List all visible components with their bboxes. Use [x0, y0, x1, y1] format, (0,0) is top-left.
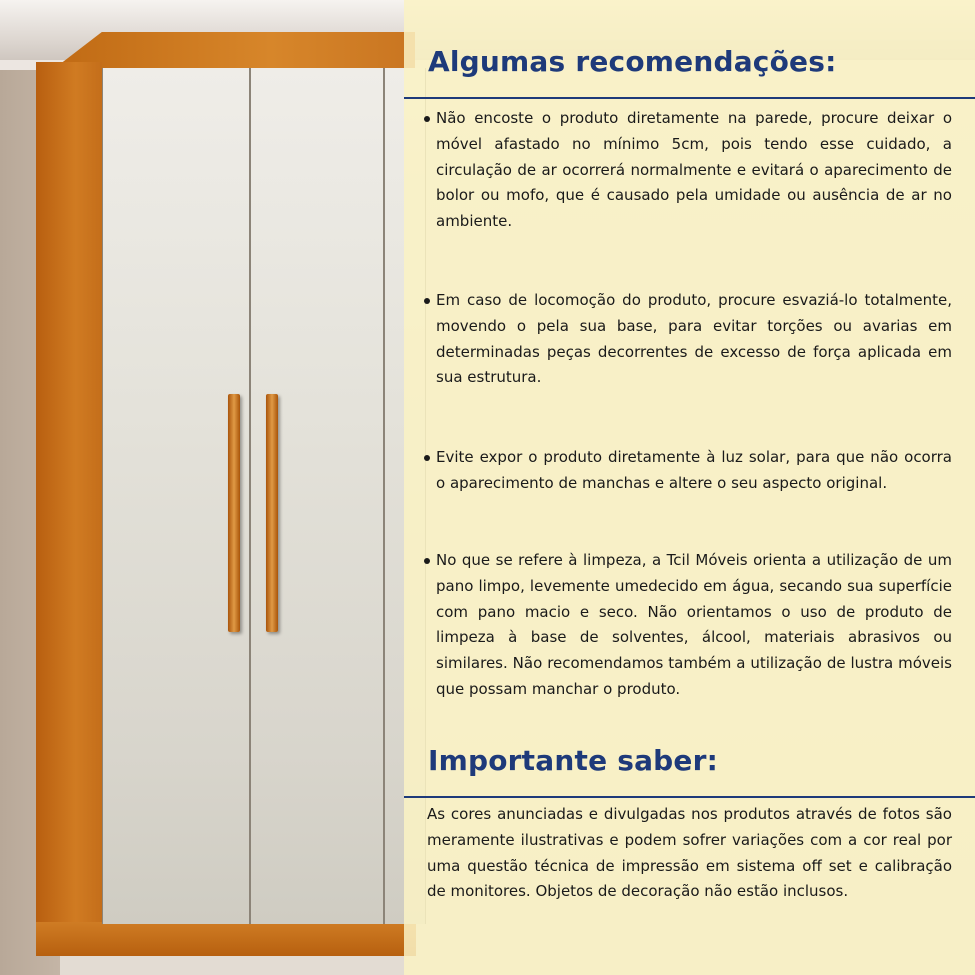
- bullet-icon: [424, 455, 430, 461]
- recommendation-item: Não encoste o produto diretamente na parede, procure deixar o móvel afastado no mínimo 5cm, pois tendo esse cuidado, a circulação de ar ocorrerá normalmente e evitará o aparecimento de bolor ou mofo, que é causado pela umidade ou ausência de ar no ambiente.: [436, 109, 952, 231]
- heading-divider: [404, 97, 975, 99]
- wardrobe-side-panel: [36, 62, 102, 955]
- wardrobe-base: [36, 922, 416, 956]
- door-handle-right: [266, 394, 278, 632]
- recommendations-heading: Algumas recomendações:: [428, 45, 837, 78]
- important-heading: Importante saber:: [428, 744, 719, 777]
- bullet-icon: [424, 116, 430, 122]
- wardrobe-top-panel: [55, 32, 415, 68]
- heading-divider: [404, 796, 975, 798]
- bullet-icon: [424, 298, 430, 304]
- recommendation-item: Em caso de locomoção do produto, procure esvaziá-lo totalmente, movendo o pela sua base, para evitar torções ou avarias em determinadas peças decorrentes de excesso de força aplicada em sua estrutura.: [436, 291, 952, 387]
- door-handle-left: [228, 394, 240, 632]
- bullet-icon: [424, 558, 430, 564]
- important-text: As cores anunciadas e divulgadas nos produtos através de fotos são meramente ilustrativas e podem sofrer variações com a cor real por uma questão técnica de impressão em sistema off set e calibração de monitores. Objetos de decoração não estão inclusos.: [427, 805, 952, 901]
- recommendation-item: No que se refere à limpeza, a Tcil Móveis orienta a utilização de um pano limpo, levemente umedecido em água, secando sua superfície com pano macio e seco. Não orientamos o uso de produto de limpeza à base de solventes, álcool, materiais abrasivos ou similares. Não recomendamos também a utilização de lustra móveis que possam manchar o produto.: [436, 551, 952, 698]
- recommendation-item: Evite expor o produto diretamente à luz solar, para que não ocorra o aparecimento de manchas e altere o seu aspecto original.: [436, 448, 952, 492]
